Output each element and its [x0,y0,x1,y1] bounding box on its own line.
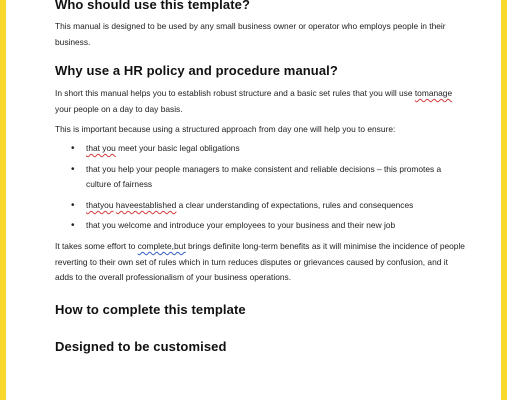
list-item-text: that you help your people managers to make consistent and reliable decisions – this promotes a culture of fairness [86,163,442,190]
spelling-flag-thatyou: thatyou [86,199,114,210]
bullet-icon: • [71,142,75,154]
document-content [55,0,465,358]
heading-why-use: Why use a HR policy and procedure manual? [55,63,338,79]
heading-how-to-complete: How to complete this template [55,301,246,317]
paragraph-in-short-text-b: your people on a day to day basis. [55,103,183,114]
bullet-icon: • [71,163,75,175]
list-item-text: that you welcome and introduce your employees to your business and their new job [86,220,396,231]
paragraph-effort-text-a: It takes some effort to [55,240,138,251]
benefits-list [55,141,465,234]
bullet-icon: • [71,220,75,232]
paragraph-important: This is important because using a structured approach from day one will help you to ensure: [55,124,396,135]
paragraph-effort-text-b: brings definite long-term benefits as it will minimise the incidence of people reverting to their own set of rules which in turn reduces disputes or grievances caused by confusion, and it adds to the overall professionalism of your business operations. [55,240,465,283]
list-item [55,141,465,157]
paragraph-in-short [55,86,465,117]
document-page [6,0,501,400]
list-item [55,218,465,234]
paragraph-in-short-text-a: In short this manual helps you to establish robust structure and a basic set rules that you will use [55,88,415,99]
list-item-text: meet your basic legal obligations [115,142,240,153]
spelling-flag-that-you: that you [86,142,116,153]
spelling-flag-tomanage: tomanage [414,88,453,99]
heading-who-should-use: Who should use this template? [55,0,251,12]
bullet-icon: • [71,199,75,211]
list-item [55,162,465,193]
list-item [55,198,465,214]
grammar-flag-complete-but: complete,but [137,240,186,251]
heading-designed-to-be-customised: Designed to be customised [55,338,227,354]
paragraph-effort [55,239,465,286]
right-border [501,0,507,400]
paragraph-intended-users: This manual is designed to be used by any small business owner or operator who employs people in their business. [55,21,446,47]
spelling-flag-haveestablished: haveestablished [115,199,177,210]
list-item-text: a clear understanding of expectations, rules and consequences [176,199,414,210]
